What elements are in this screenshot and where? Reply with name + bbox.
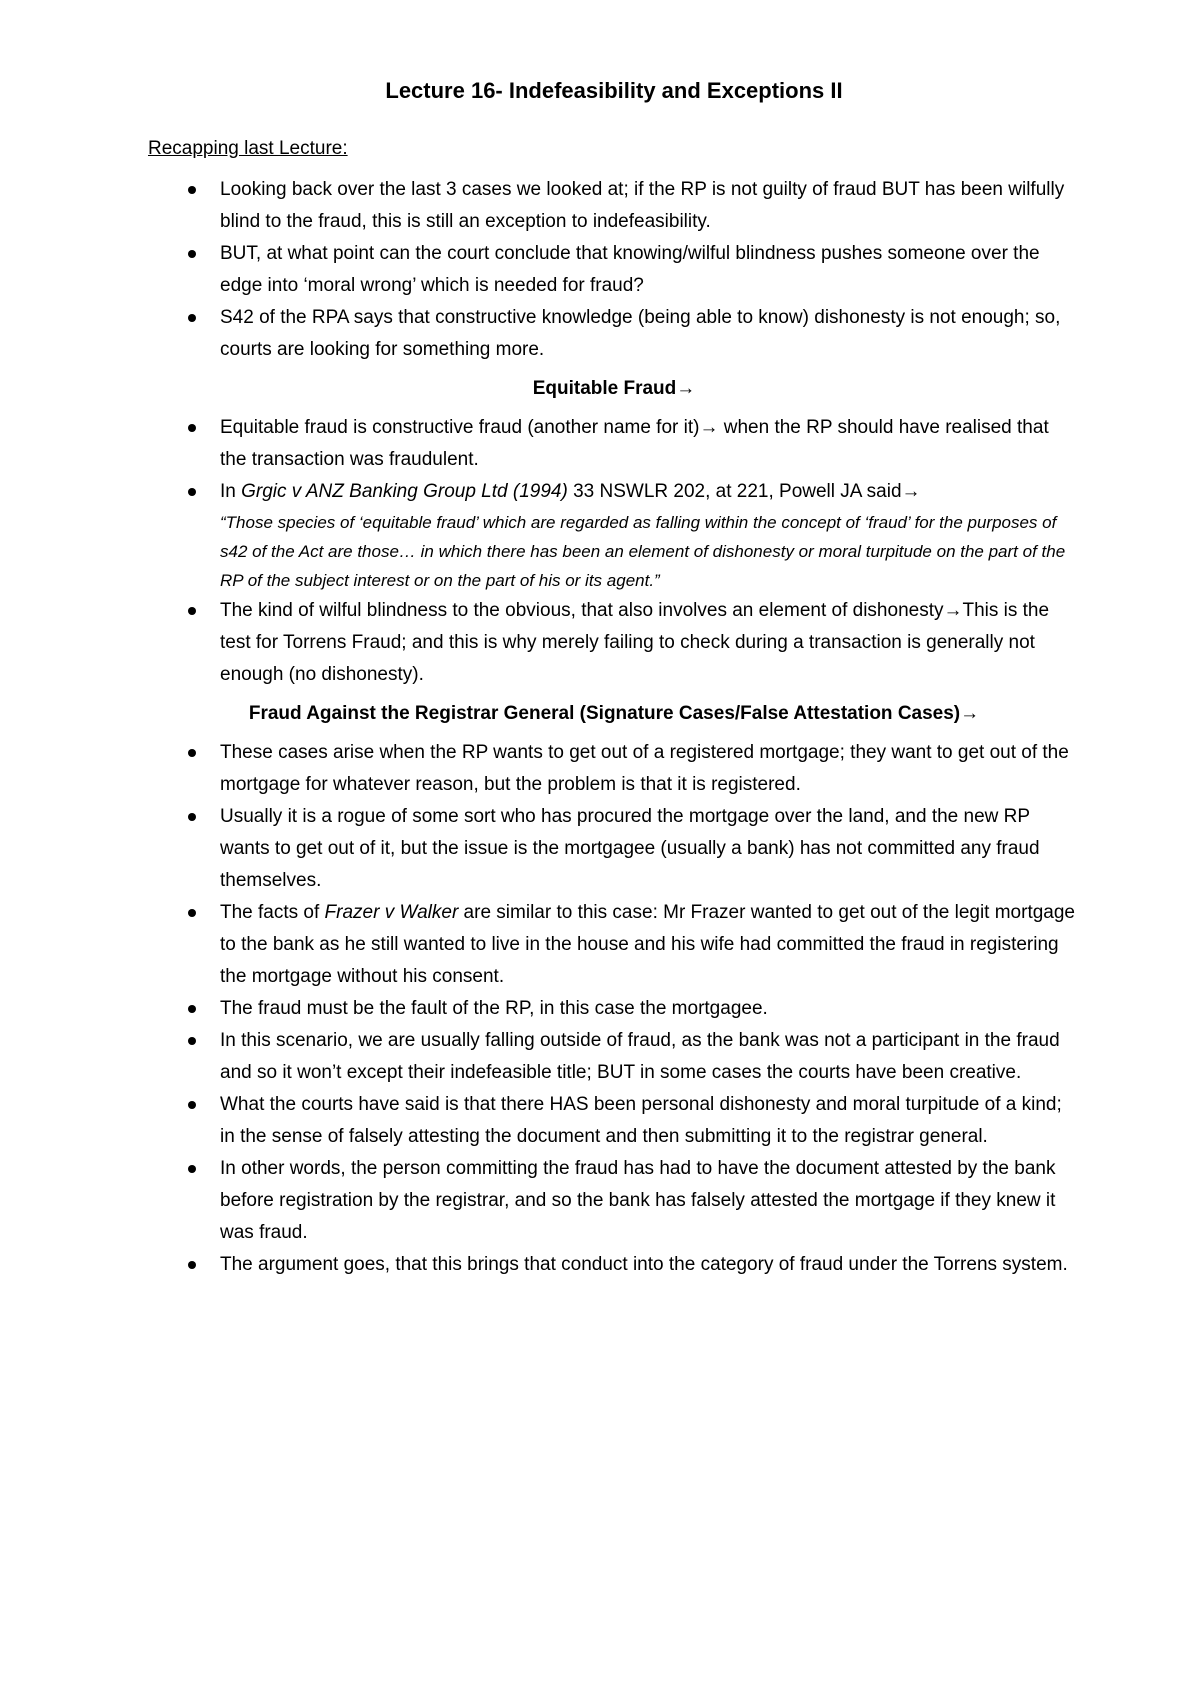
recap-list xyxy=(148,174,1080,366)
list-item: What the courts have said is that there HAS been personal dishonesty and moral turpitude of a kind; in the sense of falsely attesting the document and then submitting it to the registrar general. xyxy=(148,1089,1080,1153)
bullet-icon xyxy=(188,1261,196,1269)
case-citation: Grgic v ANZ Banking Group Ltd (1994) xyxy=(241,481,568,502)
case-quote: “Those species of ‘equitable fraud’ which are regarded as falling within the concept of ‘fraud’ for the purposes of s42 of the Act are those… in which there has been an element of dishonesty or moral turpitude on the part of the RP of the subject interest or on the part of his or its agent.” xyxy=(220,513,1066,590)
registrar-fraud-list xyxy=(148,737,1080,1281)
bullet-icon xyxy=(188,488,196,496)
recap-heading: Recapping last Lecture: xyxy=(148,138,348,159)
bullet-icon xyxy=(188,314,196,322)
bullet-icon xyxy=(188,1037,196,1045)
bullet-icon xyxy=(188,607,196,615)
list-item: Usually it is a rogue of some sort who has procured the mortgage over the land, and the new RP wants to get out of it, but the issue is the mortgagee (usually a bank) has not committed any fraud themselves. xyxy=(148,801,1080,897)
list-item: The argument goes, that this brings that conduct into the category of fraud under the Torrens system. xyxy=(148,1249,1080,1281)
bullet-icon xyxy=(188,1005,196,1013)
equitable-fraud-heading: Equitable Fraud→ xyxy=(532,378,696,399)
list-item: BUT, at what point can the court conclude that knowing/wilful blindness pushes someone over the edge into ‘moral wrong’ which is needed for fraud? xyxy=(148,238,1080,302)
list-item: The kind of wilful blindness to the obvious, that also involves an element of dishonesty→This is the test for Torrens Fraud; and this is why merely failing to check during a transaction is generally not enough (no dishonesty). xyxy=(148,595,1080,691)
list-item: The fraud must be the fault of the RP, in this case the mortgagee. xyxy=(148,993,1080,1025)
list-item: Looking back over the last 3 cases we looked at; if the RP is not guilty of fraud BUT has been wilfully blind to the fraud, this is still an exception to indefeasibility. xyxy=(148,174,1080,238)
list-item: In this scenario, we are usually falling outside of fraud, as the bank was not a participant in the fraud and so it won’t except their indefeasible title; BUT in some cases the courts have been creative. xyxy=(148,1025,1080,1089)
list-item: In other words, the person committing the fraud has had to have the document attested by the bank before registration by the registrar, and so the bank has falsely attested the mortgage if they knew it was fraud. xyxy=(148,1153,1080,1249)
arrow-right-icon: → xyxy=(943,600,963,621)
registrar-fraud-heading: Fraud Against the Registrar General (Signature Cases/False Attestation Cases)→ xyxy=(248,703,980,724)
list-item: S42 of the RPA says that constructive knowledge (being able to know) dishonesty is not enough; so, courts are looking for something more. xyxy=(148,302,1080,366)
arrow-right-icon: → xyxy=(699,417,719,438)
list-item: These cases arise when the RP wants to get out of a registered mortgage; they want to get out of the mortgage for whatever reason, but the problem is that it is registered. xyxy=(148,737,1080,801)
bullet-icon xyxy=(188,186,196,194)
list-item: In Grgic v ANZ Banking Group Ltd (1994) 33 NSWLR 202, at 221, Powell JA said→ “Those species of ‘equitable fraud’ which are regarded as falling within the concept of ‘fraud’ for the purposes of s42 of the Act are those… in which there has been an element of dishonesty or moral turpitude on the part of the RP of the subject interest or on the part of his or its agent.” xyxy=(148,476,1080,595)
bullet-icon xyxy=(188,424,196,432)
case-citation: Frazer v Walker xyxy=(324,902,459,923)
bullet-icon xyxy=(188,1101,196,1109)
arrow-right-icon: → xyxy=(676,378,696,399)
bullet-icon xyxy=(188,1165,196,1173)
bullet-icon xyxy=(188,813,196,821)
arrow-right-icon: → xyxy=(901,481,921,502)
list-item: Equitable fraud is constructive fraud (another name for it)→ when the RP should have realised that the transaction was fraudulent. xyxy=(148,412,1080,476)
document-title: Lecture 16- Indefeasibility and Exceptions II xyxy=(385,78,843,103)
equitable-fraud-list xyxy=(148,412,1080,691)
bullet-icon xyxy=(188,749,196,757)
bullet-icon xyxy=(188,909,196,917)
bullet-icon xyxy=(188,250,196,258)
arrow-right-icon: → xyxy=(960,703,980,724)
list-item: The facts of Frazer v Walker are similar to this case: Mr Frazer wanted to get out of the legit mortgage to the bank as he still wanted to live in the house and his wife had committed the fraud in registering the mortgage without his consent. xyxy=(148,897,1080,993)
